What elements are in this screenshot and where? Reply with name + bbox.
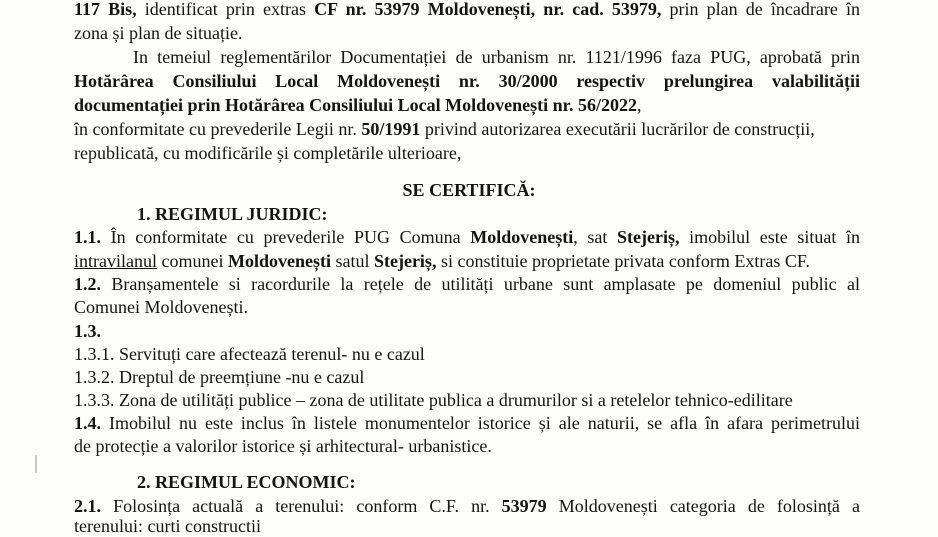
text-line: 1.3.3. Zona de utilități publice – zona de utilitate publica a drumurilor si a retelelor tehnico-edilitare: [74, 390, 793, 410]
text-line: 1.2. Branșamentele si racordurile la rețele de utilități urbane sunt amplasate pe domeniul public al: [74, 274, 860, 294]
text-line: 1.3.2. Dreptul de preemțiune -nu e cazul: [74, 367, 365, 387]
text-line: terenului: curti constructii: [74, 516, 261, 536]
section-heading-regim-juridic: 1. REGIMUL JURIDIC:: [137, 204, 328, 224]
text-line: 1.3.1. Servituți care afectează terenul- nu e cazul: [74, 344, 425, 364]
text-line: în conformitate cu prevederile Legii nr. 50/1991 privind autorizarea executării lucrărilor de construcții,: [74, 119, 815, 139]
text-line-bold: documentației prin Hotărârea Consiliului Local Moldovenești nr. 56/2022,: [74, 95, 642, 115]
text-line: Comunei Moldovenești.: [74, 297, 248, 317]
certification-heading: SE CERTIFICĂ:: [402, 180, 536, 200]
text-line: republicată, cu modificările și completările ulterioare,: [74, 143, 462, 163]
text-line: zona și plan de situație.: [74, 23, 243, 43]
section-heading-regim-economic: 2. REGIMUL ECONOMIC:: [137, 472, 356, 492]
text-line: 1.1. În conformitate cu prevederile PUG Comuna Moldovenești, sat Stejeriș, imobilul este situat în: [74, 227, 860, 247]
text-line: de protecție a valorilor istorice și arhitectural- urbanistice.: [74, 436, 492, 456]
text-line-bold: Hotărârea Consiliului Local Moldovenești nr. 30/2000 respectiv prelungirea valabilității: [74, 71, 860, 91]
subsection-number: 1.3.: [74, 321, 101, 341]
scan-mark: [35, 455, 37, 473]
text-line: intravilanul comunei Moldovenești satul Stejeriș, si constituie proprietate privata conform Extras CF.: [74, 251, 810, 271]
text-line: In temeiul reglementărilor Documentației de urbanism nr. 1121/1996 faza PUG, aprobată prin: [133, 47, 860, 67]
text-line: 2.1. Folosința actuală a terenului: conform C.F. nr. 53979 Moldovenești categoria de folosință a: [74, 496, 860, 516]
text-line: 117 Bis, identificat prin extras CF nr. 53979 Moldovenești, nr. cad. 53979, prin plan de încadrare în: [74, 0, 860, 19]
text-line: 1.4. Imobilul nu este inclus în listele monumentelor istorice și ale naturii, se afla în afara perimetrului: [74, 413, 860, 433]
